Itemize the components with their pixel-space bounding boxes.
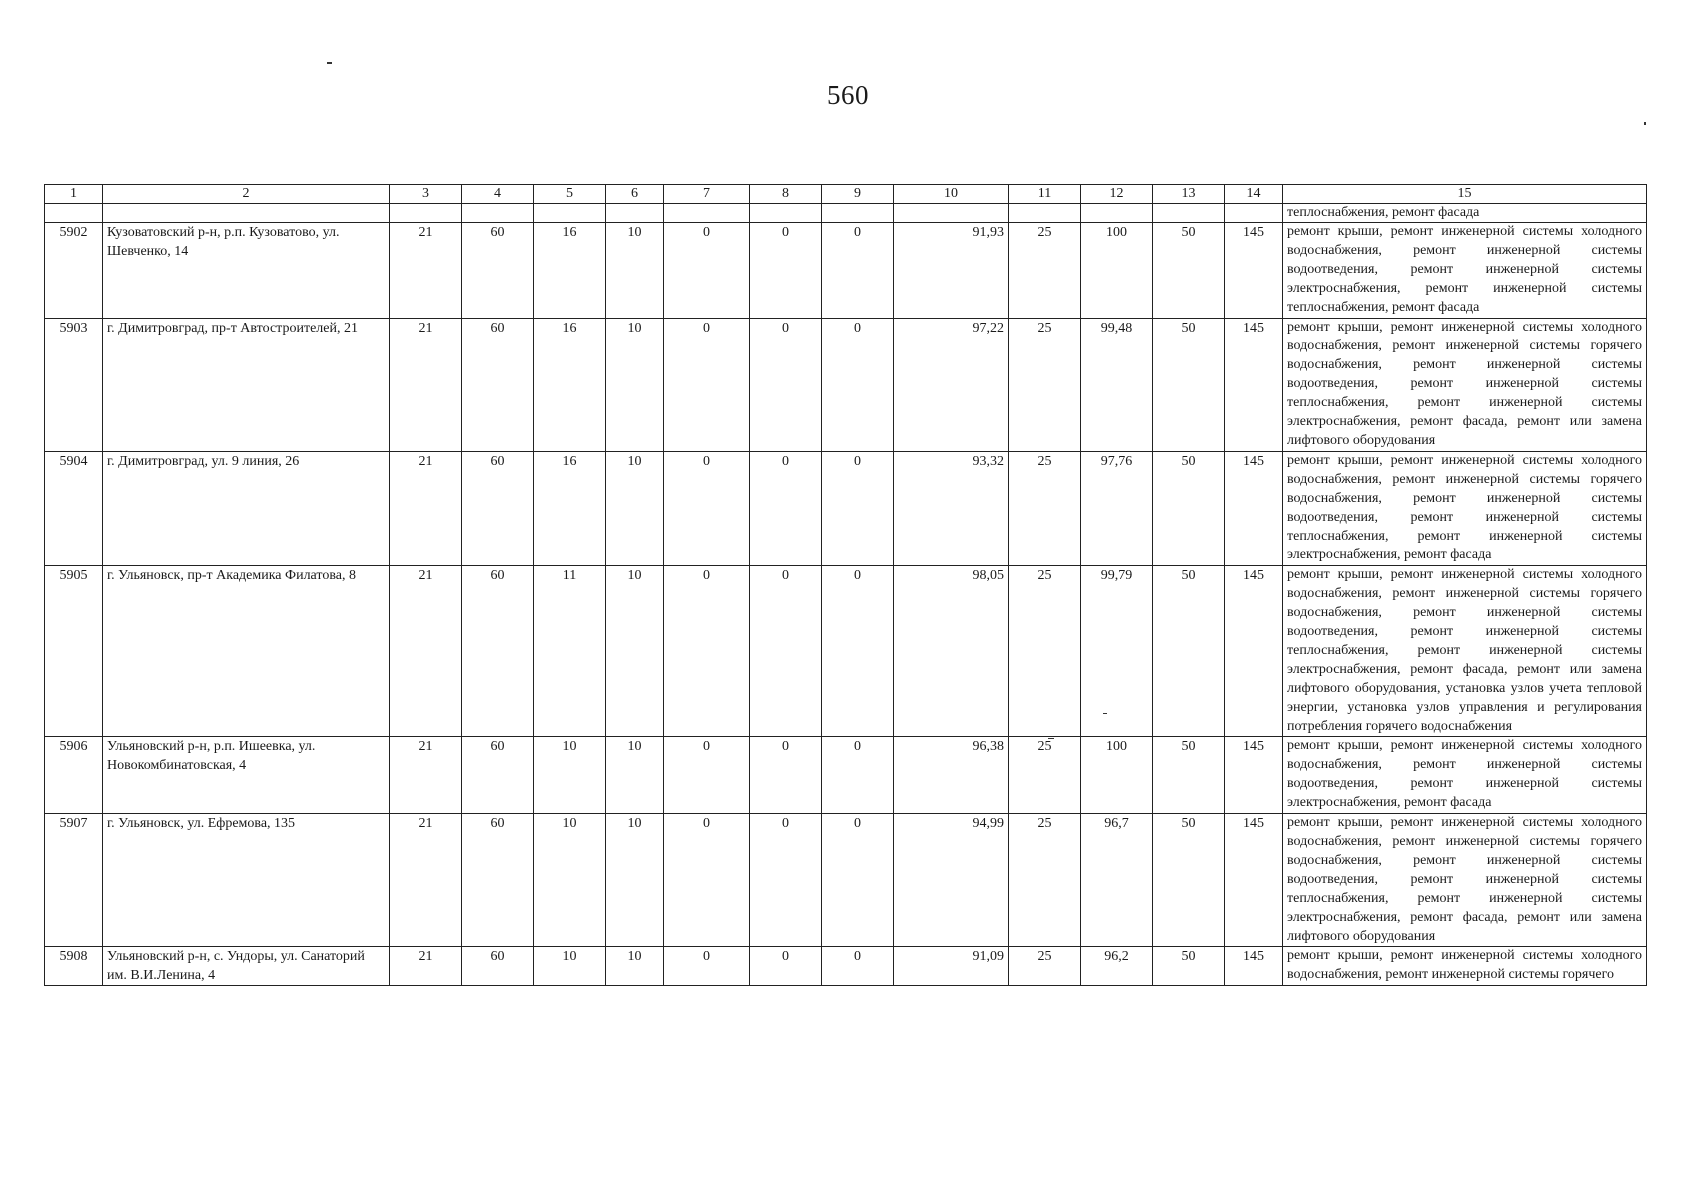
value-col-5: 10 — [534, 814, 606, 947]
scan-speck — [1644, 122, 1646, 125]
column-number-header-row — [45, 185, 1647, 204]
value-col-10: 91,09 — [894, 947, 1009, 986]
table-row — [45, 451, 1647, 565]
empty-cell — [103, 204, 390, 223]
value-col-7: 0 — [664, 566, 750, 737]
page-number: 560 — [827, 80, 869, 110]
value-col-7: 0 — [664, 451, 750, 565]
value-col-6: 10 — [606, 566, 664, 737]
value-col-6: 10 — [606, 223, 664, 319]
value-col-5: 10 — [534, 737, 606, 814]
value-col-13: 50 — [1153, 223, 1225, 319]
value-col-14: 145 — [1225, 566, 1283, 737]
value-col-9: 0 — [822, 737, 894, 814]
repair-program-table — [44, 184, 1647, 986]
address: Кузоватовский р-н, р.п. Кузоватово, ул. Шевченко, 14 — [103, 223, 390, 319]
value-col-8: 0 — [750, 318, 822, 451]
continuation-text: теплоснабжения, ремонт фасада — [1283, 204, 1647, 223]
value-col-3: 21 — [390, 947, 462, 986]
column-number-header: 5 — [534, 185, 606, 204]
column-number-header: 1 — [45, 185, 103, 204]
row-id: 5904 — [45, 451, 103, 565]
value-col-7: 0 — [664, 814, 750, 947]
value-col-10: 94,99 — [894, 814, 1009, 947]
value-col-13: 50 — [1153, 318, 1225, 451]
address: г. Димитровград, ул. 9 линия, 26 — [103, 451, 390, 565]
table-row — [45, 947, 1647, 986]
value-col-13: 50 — [1153, 566, 1225, 737]
value-col-4: 60 — [462, 947, 534, 986]
value-col-5: 16 — [534, 318, 606, 451]
value-col-11: 25 — [1009, 318, 1081, 451]
value-col-11: 25 — [1009, 223, 1081, 319]
value-col-11: 25 — [1009, 947, 1081, 986]
value-col-9: 0 — [822, 223, 894, 319]
value-col-13: 50 — [1153, 451, 1225, 565]
column-number-header: 10 — [894, 185, 1009, 204]
value-col-12: 96,7 — [1081, 814, 1153, 947]
value-col-7: 0 — [664, 223, 750, 319]
value-col-12: 99,48 — [1081, 318, 1153, 451]
row-id: 5902 — [45, 223, 103, 319]
value-col-3: 21 — [390, 223, 462, 319]
value-col-5: 11 — [534, 566, 606, 737]
value-col-10: 91,93 — [894, 223, 1009, 319]
column-number-header: 15 — [1283, 185, 1647, 204]
empty-cell — [1153, 204, 1225, 223]
column-number-header: 7 — [664, 185, 750, 204]
row-id: 5907 — [45, 814, 103, 947]
empty-cell — [1081, 204, 1153, 223]
value-col-13: 50 — [1153, 814, 1225, 947]
value-col-7: 0 — [664, 947, 750, 986]
value-col-3: 21 — [390, 737, 462, 814]
value-col-7: 0 — [664, 737, 750, 814]
value-col-5: 16 — [534, 223, 606, 319]
continuation-row — [45, 204, 1647, 223]
empty-cell — [894, 204, 1009, 223]
value-col-12: 100 — [1081, 737, 1153, 814]
value-col-13: 50 — [1153, 947, 1225, 986]
row-id: 5908 — [45, 947, 103, 986]
value-col-4: 60 — [462, 223, 534, 319]
value-col-13: 50 — [1153, 737, 1225, 814]
scan-speck — [327, 62, 332, 64]
value-col-9: 0 — [822, 566, 894, 737]
value-col-11: 25 — [1009, 814, 1081, 947]
value-col-12: 99,79 — [1081, 566, 1153, 737]
value-col-6: 10 — [606, 947, 664, 986]
row-id: 5905 — [45, 566, 103, 737]
value-col-5: 10 — [534, 947, 606, 986]
row-id: 5903 — [45, 318, 103, 451]
column-number-header: 9 — [822, 185, 894, 204]
value-col-14: 145 — [1225, 947, 1283, 986]
empty-cell — [1009, 204, 1081, 223]
table-row — [45, 737, 1647, 814]
empty-cell — [750, 204, 822, 223]
column-number-header: 4 — [462, 185, 534, 204]
value-col-10: 98,05 — [894, 566, 1009, 737]
value-col-10: 93,32 — [894, 451, 1009, 565]
value-col-9: 0 — [822, 814, 894, 947]
value-col-5: 16 — [534, 451, 606, 565]
value-col-3: 21 — [390, 318, 462, 451]
table-row — [45, 814, 1647, 947]
empty-cell — [664, 204, 750, 223]
column-number-header: 14 — [1225, 185, 1283, 204]
column-number-header: 13 — [1153, 185, 1225, 204]
empty-cell — [45, 204, 103, 223]
works-description: ремонт крыши, ремонт инженерной системы холодного водоснабжения, ремонт инженерной системы горячего водоснабжения, ремонт инженерной системы водоотведения, ремонт инженерной системы теплоснабжения, ремонт инженерной системы электроснабжения, ремонт фасада — [1283, 451, 1647, 565]
value-col-12: 96,2 — [1081, 947, 1153, 986]
table-row — [45, 566, 1647, 737]
value-col-8: 0 — [750, 947, 822, 986]
value-col-4: 60 — [462, 814, 534, 947]
address: Ульяновский р-н, р.п. Ишеевка, ул. Новокомбинатовская, 4 — [103, 737, 390, 814]
value-col-8: 0 — [750, 223, 822, 319]
value-col-14: 145 — [1225, 451, 1283, 565]
table-row — [45, 318, 1647, 451]
value-col-8: 0 — [750, 737, 822, 814]
empty-cell — [822, 204, 894, 223]
empty-cell — [462, 204, 534, 223]
value-col-4: 60 — [462, 451, 534, 565]
value-col-6: 10 — [606, 737, 664, 814]
empty-cell — [606, 204, 664, 223]
column-number-header: 11 — [1009, 185, 1081, 204]
value-col-3: 21 — [390, 814, 462, 947]
column-number-header: 8 — [750, 185, 822, 204]
column-number-header: 2 — [103, 185, 390, 204]
value-col-9: 0 — [822, 451, 894, 565]
value-col-8: 0 — [750, 814, 822, 947]
value-col-6: 10 — [606, 451, 664, 565]
value-col-11: 25 — [1009, 566, 1081, 737]
value-col-9: 0 — [822, 947, 894, 986]
works-description: ремонт крыши, ремонт инженерной системы холодного водоснабжения, ремонт инженерной системы горячего — [1283, 947, 1647, 986]
value-col-10: 97,22 — [894, 318, 1009, 451]
value-col-11: 25 — [1009, 451, 1081, 565]
column-number-header: 12 — [1081, 185, 1153, 204]
address: г. Ульяновск, пр-т Академика Филатова, 8 — [103, 566, 390, 737]
value-col-14: 145 — [1225, 814, 1283, 947]
value-col-12: 100 — [1081, 223, 1153, 319]
address: г. Ульяновск, ул. Ефремова, 135 — [103, 814, 390, 947]
value-col-3: 21 — [390, 566, 462, 737]
address: Ульяновский р-н, с. Ундоры, ул. Санаторий им. В.И.Ленина, 4 — [103, 947, 390, 986]
works-description: ремонт крыши, ремонт инженерной системы холодного водоснабжения, ремонт инженерной системы горячего водоснабжения, ремонт инженерной системы водоотведения, ремонт инженерной системы теплоснабжения, ремонт инженерной системы электроснабжения, ремонт фасада, ремонт или замена лифтового оборудования, установка узлов учета тепловой энергии, установка узлов управления и регулирования потребления горячего водоснабжения — [1283, 566, 1647, 737]
value-col-3: 21 — [390, 451, 462, 565]
value-col-4: 60 — [462, 737, 534, 814]
table-body — [45, 185, 1647, 986]
row-id: 5906 — [45, 737, 103, 814]
value-col-6: 10 — [606, 814, 664, 947]
value-col-14: 145 — [1225, 318, 1283, 451]
works-description: ремонт крыши, ремонт инженерной системы холодного водоснабжения, ремонт инженерной системы горячего водоснабжения, ремонт инженерной системы водоотведения, ремонт инженерной системы теплоснабжения, ремонт инженерной системы электроснабжения, ремонт фасада, ремонт или замена лифтового оборудования — [1283, 814, 1647, 947]
column-number-header: 6 — [606, 185, 664, 204]
empty-cell — [534, 204, 606, 223]
table-row — [45, 223, 1647, 319]
value-col-14: 145 — [1225, 223, 1283, 319]
value-col-4: 60 — [462, 318, 534, 451]
empty-cell — [1225, 204, 1283, 223]
value-col-14: 145 — [1225, 737, 1283, 814]
value-col-10: 96,38 — [894, 737, 1009, 814]
value-col-7: 0 — [664, 318, 750, 451]
works-description: ремонт крыши, ремонт инженерной системы холодного водоснабжения, ремонт инженерной системы горячего водоснабжения, ремонт инженерной системы водоотведения, ремонт инженерной системы теплоснабжения, ремонт инженерной системы электроснабжения, ремонт фасада, ремонт или замена лифтового оборудования — [1283, 318, 1647, 451]
empty-cell — [390, 204, 462, 223]
value-col-9: 0 — [822, 318, 894, 451]
works-description: ремонт крыши, ремонт инженерной системы холодного водоснабжения, ремонт инженерной системы водоотведения, ремонт инженерной системы электроснабжения, ремонт фасада — [1283, 737, 1647, 814]
value-col-11: 25 — [1009, 737, 1081, 814]
value-col-8: 0 — [750, 451, 822, 565]
value-col-8: 0 — [750, 566, 822, 737]
column-number-header: 3 — [390, 185, 462, 204]
value-col-6: 10 — [606, 318, 664, 451]
address: г. Димитровград, пр-т Автостроителей, 21 — [103, 318, 390, 451]
value-col-4: 60 — [462, 566, 534, 737]
value-col-12: 97,76 — [1081, 451, 1153, 565]
works-description: ремонт крыши, ремонт инженерной системы холодного водоснабжения, ремонт инженерной системы водоотведения, ремонт инженерной системы электроснабжения, ремонт инженерной системы теплоснабжения, ремонт фасада — [1283, 223, 1647, 319]
